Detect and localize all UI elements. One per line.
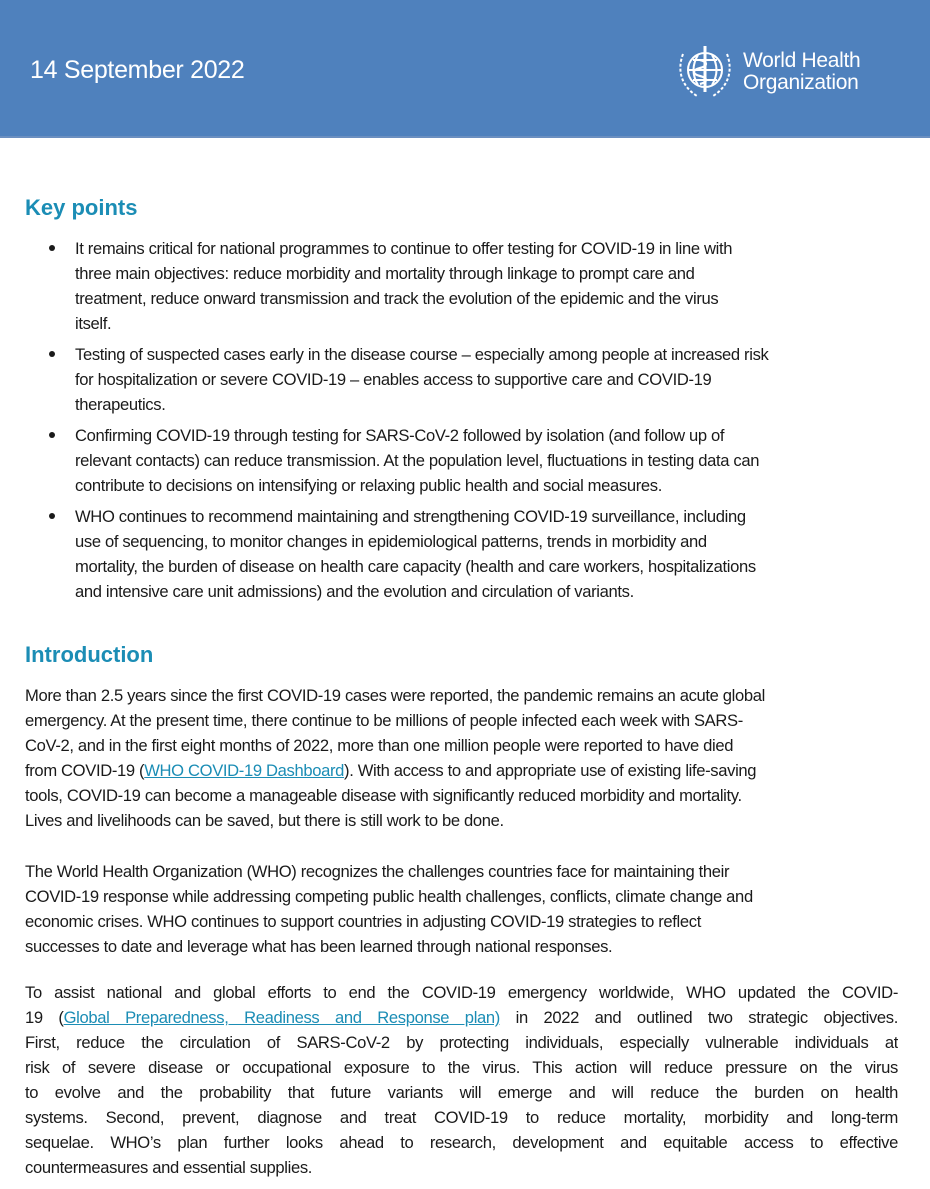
bullet-icon	[49, 432, 55, 438]
text-line: Confirming COVID-19 through testing for SARS-CoV-2 followed by isolation (and follow up of	[75, 426, 725, 445]
text-line: Testing of suspected cases early in the disease course – especially among people at increased risk	[75, 345, 769, 364]
text-line: CoV-2, and in the first eight months of 2022, more than one million people were reported to have died	[25, 736, 734, 755]
text-line	[25, 1005, 898, 1030]
text-segment: in 2022 and outlined two strategic objectives.	[499, 1008, 898, 1027]
logo-line-2: Organization	[743, 71, 859, 94]
bullet-icon	[49, 351, 55, 357]
bullet-item	[75, 342, 768, 417]
bullet-item	[75, 504, 756, 604]
text-line: To assist national and global efforts to end the COVID-19 emergency worldwide, WHO updated the COVID-	[25, 983, 898, 1002]
text-line	[25, 758, 765, 783]
paragraph	[25, 683, 765, 833]
paragraph	[25, 980, 898, 1180]
text-line: countermeasures and essential supplies.	[25, 1158, 313, 1177]
text-line: economic crises. WHO continues to support countries in adjusting COVID-19 strategies to reflect	[25, 912, 701, 931]
text-line: systems. Second, prevent, diagnose and treat COVID-19 to reduce mortality, morbidity and long-term	[25, 1108, 898, 1127]
text-line: Lives and livelihoods can be saved, but there is still work to be done.	[25, 811, 504, 830]
text-line: risk of severe disease or occupational exposure to the virus. This action will reduce pressure on the virus	[25, 1058, 898, 1077]
text-line: to evolve and the probability that future variants will emerge and will reduce the burden on health	[25, 1083, 898, 1102]
text-line: mortality, the burden of disease on health care capacity (health and care workers, hospitalizations	[75, 557, 756, 576]
hyperlink[interactable]: WHO COVID-19 Dashboard	[144, 761, 345, 780]
bullet-item	[75, 423, 759, 498]
bullet-icon	[49, 245, 55, 251]
text-segment: from COVID-19 (	[25, 761, 145, 780]
text-line: It remains critical for national programmes to continue to offer testing for COVID-19 in line with	[75, 239, 733, 258]
paragraph	[25, 859, 753, 959]
text-line: WHO continues to recommend maintaining and strengthening COVID-19 surveillance, including	[75, 507, 746, 526]
bullet-item	[75, 236, 732, 336]
logo-line-1: World Health	[743, 49, 861, 72]
bullet-icon	[49, 513, 55, 519]
text-line: contribute to decisions on intensifying or relaxing public health and social measures.	[75, 476, 662, 495]
text-line: sequelae. WHO’s plan further looks ahead to research, development and equitable access to effective	[25, 1133, 898, 1152]
text-line: and intensive care unit admissions) and the evolution and circulation of variants.	[75, 582, 634, 601]
text-line: First, reduce the circulation of SARS-CoV-2 by protecting individuals, especially vulnerable individuals at	[25, 1033, 898, 1052]
text-line: COVID-19 response while addressing competing public health challenges, conflicts, climate change and	[25, 887, 753, 906]
text-line: tools, COVID-19 can become a manageable disease with significantly reduced morbidity and mortality.	[25, 786, 742, 805]
text-line: The World Health Organization (WHO) recognizes the challenges countries face for maintaining their	[25, 862, 730, 881]
document-header	[0, 0, 930, 138]
text-line: More than 2.5 years since the first COVID-19 cases were reported, the pandemic remains an acute global	[25, 686, 765, 705]
text-line: three main objectives: reduce morbidity and mortality through linkage to prompt care and	[75, 264, 695, 283]
text-line: therapeutics.	[75, 395, 166, 414]
key-points-heading: Key points	[25, 195, 138, 220]
text-line: emergency. At the present time, there continue to be millions of people infected each week with SARS-	[25, 711, 743, 730]
text-line: use of sequencing, to monitor changes in epidemiological patterns, trends in morbidity and	[75, 532, 707, 551]
text-line: relevant contacts) can reduce transmission. At the population level, fluctuations in testing data can	[75, 451, 760, 470]
text-line: for hospitalization or severe COVID-19 – enables access to supportive care and COVID-19	[75, 370, 712, 389]
text-line: itself.	[75, 314, 112, 333]
text-segment: ). With access to and appropriate use of existing life-saving	[344, 761, 757, 780]
introduction-heading: Introduction	[25, 642, 154, 667]
hyperlink[interactable]: Global Preparedness, Readiness and Response plan)	[63, 1008, 500, 1027]
who-logo	[673, 40, 860, 104]
text-segment: 19 (	[25, 1008, 64, 1027]
who-emblem-icon	[673, 40, 737, 104]
text-line: successes to date and leverage what has been learned through national responses.	[25, 937, 613, 956]
text-line: treatment, reduce onward transmission and track the evolution of the epidemic and the virus	[75, 289, 719, 308]
publication-date: 14 September 2022	[30, 56, 245, 84]
